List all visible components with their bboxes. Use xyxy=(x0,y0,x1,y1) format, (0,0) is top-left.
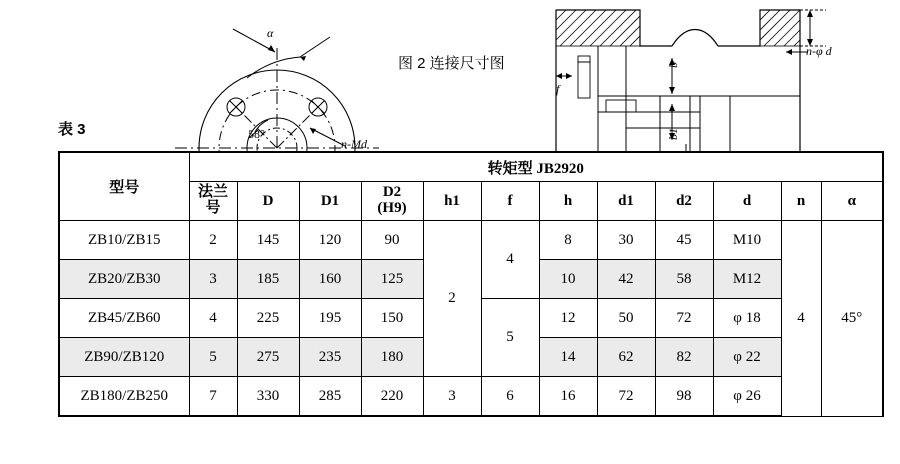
label-b1: b1 xyxy=(666,128,680,140)
cell-flange: 5 xyxy=(189,338,237,377)
cell-d: M12 xyxy=(713,260,781,299)
connection-dimension-figure xyxy=(0,0,900,152)
cell-D: 275 xyxy=(237,338,299,377)
cell-h1: 3 xyxy=(423,377,481,417)
cell-h: 12 xyxy=(539,299,597,338)
cell-D1: 285 xyxy=(299,377,361,417)
cell-model: ZB90/ZB120 xyxy=(59,338,189,377)
cell-d2: 45 xyxy=(655,221,713,260)
header-col-d2-line2: (H9) xyxy=(377,200,407,216)
table-row xyxy=(59,377,883,417)
cell-D: 145 xyxy=(237,221,299,260)
cell-h: 14 xyxy=(539,338,597,377)
cell-f: 6 xyxy=(481,377,539,417)
label-n-phi-d: n-φ d xyxy=(806,44,832,58)
label-alpha: α xyxy=(267,26,274,40)
cell-D: 225 xyxy=(237,299,299,338)
label-n-md: n-Md xyxy=(341,137,367,151)
label-angle-58: 58° xyxy=(248,127,265,141)
cell-D2: 90 xyxy=(361,221,423,260)
cell-D1: 235 xyxy=(299,338,361,377)
cell-d1: 42 xyxy=(597,260,655,299)
cell-flange: 4 xyxy=(189,299,237,338)
cell-D2: 220 xyxy=(361,377,423,417)
header-col-d1: D1 xyxy=(299,182,361,221)
cell-d: M10 xyxy=(713,221,781,260)
table-row xyxy=(59,221,883,260)
cell-D2: 150 xyxy=(361,299,423,338)
cell-D2: 125 xyxy=(361,260,423,299)
cell-f-merged-2: 5 xyxy=(481,299,539,377)
cell-d: φ 22 xyxy=(713,338,781,377)
cell-d1: 50 xyxy=(597,299,655,338)
table-caption: 表 3 xyxy=(58,121,86,138)
cell-alpha-merged: 45° xyxy=(821,221,883,417)
cell-flange: 7 xyxy=(189,377,237,417)
header-col-alpha: α xyxy=(821,182,883,221)
cell-model: ZB180/ZB250 xyxy=(59,377,189,417)
header-col-d-thread: d xyxy=(713,182,781,221)
header-col-d2-small: d2 xyxy=(655,182,713,221)
cell-model: ZB20/ZB30 xyxy=(59,260,189,299)
cell-f-merged-1: 4 xyxy=(481,221,539,299)
header-col-d2-line1: D2 xyxy=(382,184,402,201)
header-col-flange-line1: 法兰 xyxy=(197,184,228,201)
cell-n-merged: 4 xyxy=(781,221,821,417)
table-header-row-1 xyxy=(59,152,883,182)
header-col-h: h xyxy=(539,182,597,221)
figure-drawing xyxy=(0,0,900,152)
cell-D: 185 xyxy=(237,260,299,299)
connection-dimensions-table xyxy=(58,151,884,417)
cell-D1: 160 xyxy=(299,260,361,299)
header-col-flange-line2: 号 xyxy=(205,200,221,216)
cell-d1: 72 xyxy=(597,377,655,417)
cell-D1: 120 xyxy=(299,221,361,260)
cell-d2: 82 xyxy=(655,338,713,377)
cell-d: φ 26 xyxy=(713,377,781,417)
cell-h: 10 xyxy=(539,260,597,299)
header-col-d: D xyxy=(237,182,299,221)
header-col-flange xyxy=(189,182,237,221)
figure-caption: 图 2 连接尺寸图 xyxy=(398,55,505,72)
header-model: 型号 xyxy=(59,152,189,221)
cell-D1: 195 xyxy=(299,299,361,338)
cell-h: 16 xyxy=(539,377,597,417)
cell-D2: 180 xyxy=(361,338,423,377)
header-col-n: n xyxy=(781,182,821,221)
header-col-d1-small: d1 xyxy=(597,182,655,221)
cell-d2: 58 xyxy=(655,260,713,299)
header-col-f: f xyxy=(481,182,539,221)
cell-model: ZB45/ZB60 xyxy=(59,299,189,338)
cell-d1: 62 xyxy=(597,338,655,377)
label-b: b xyxy=(666,62,680,68)
cell-h: 8 xyxy=(539,221,597,260)
cell-d1: 30 xyxy=(597,221,655,260)
header-col-h1: h1 xyxy=(423,182,481,221)
cell-model: ZB10/ZB15 xyxy=(59,221,189,260)
label-f: f xyxy=(556,82,560,96)
cell-flange: 2 xyxy=(189,221,237,260)
cell-d2: 98 xyxy=(655,377,713,417)
header-torque-group: 转矩型 JB2920 xyxy=(189,152,883,182)
cell-D: 330 xyxy=(237,377,299,417)
cell-h1-merged-1: 2 xyxy=(423,221,481,377)
cell-flange: 3 xyxy=(189,260,237,299)
header-col-d2 xyxy=(361,182,423,221)
cell-d2: 72 xyxy=(655,299,713,338)
cell-d: φ 18 xyxy=(713,299,781,338)
